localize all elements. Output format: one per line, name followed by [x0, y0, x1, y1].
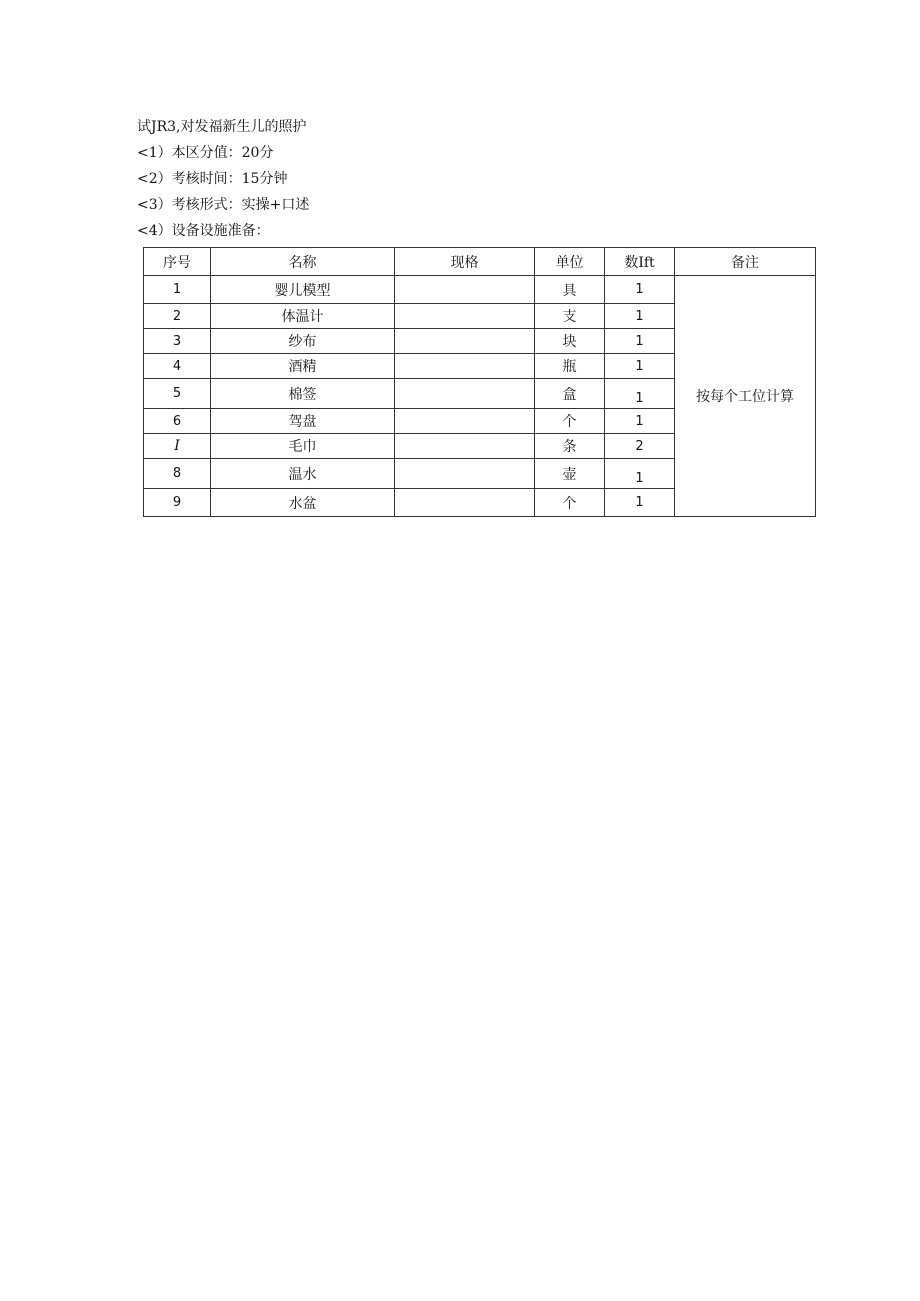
header-qty: 数Ift	[605, 248, 675, 276]
row-index: 9	[144, 489, 211, 517]
row-index: 5	[144, 379, 211, 409]
row-name: 毛巾	[211, 434, 395, 459]
row-index: 1	[144, 276, 211, 304]
row-name: 驾盘	[211, 409, 395, 434]
header-unit: 单位	[535, 248, 605, 276]
exam-title: 试JR3,对发福新生儿的照护	[137, 119, 307, 135]
detail-score: <1）本区分值：20分	[137, 145, 274, 161]
row-name: 婴儿模型	[211, 276, 395, 304]
row-spec	[395, 459, 535, 489]
row-unit: 块	[535, 329, 605, 354]
row-qty: 1	[605, 304, 675, 329]
row-unit: 个	[535, 409, 605, 434]
header-note: 备注	[675, 248, 816, 276]
row-unit: 壶	[535, 459, 605, 489]
table-row	[144, 276, 816, 304]
table-header-row	[144, 248, 816, 276]
row-unit: 具	[535, 276, 605, 304]
header-name: 名称	[211, 248, 395, 276]
row-index: 2	[144, 304, 211, 329]
row-name: 酒精	[211, 354, 395, 379]
row-name: 棉签	[211, 379, 395, 409]
header-index: 序号	[144, 248, 211, 276]
row-qty: 1	[605, 459, 675, 489]
row-index: 8	[144, 459, 211, 489]
row-qty: 1	[605, 354, 675, 379]
row-spec	[395, 276, 535, 304]
row-unit: 盒	[535, 379, 605, 409]
row-index: 3	[144, 329, 211, 354]
row-spec	[395, 379, 535, 409]
row-name: 水盆	[211, 489, 395, 517]
row-spec	[395, 409, 535, 434]
row-name: 体温计	[211, 304, 395, 329]
row-qty: 1	[605, 276, 675, 304]
row-unit: 瓶	[535, 354, 605, 379]
row-unit: 条	[535, 434, 605, 459]
row-unit: 支	[535, 304, 605, 329]
detail-format: <3）考核形式：实操+口述	[137, 197, 310, 213]
header-spec: 现格	[395, 248, 535, 276]
row-name: 温水	[211, 459, 395, 489]
row-index: 4	[144, 354, 211, 379]
row-note: 按每个工位计算	[675, 276, 816, 517]
row-spec	[395, 489, 535, 517]
row-spec	[395, 329, 535, 354]
row-unit: 个	[535, 489, 605, 517]
row-qty: 1	[605, 329, 675, 354]
row-qty: 1	[605, 489, 675, 517]
row-spec	[395, 434, 535, 459]
row-name: 纱布	[211, 329, 395, 354]
row-spec	[395, 304, 535, 329]
row-qty: 2	[605, 434, 675, 459]
document-body	[137, 114, 827, 244]
row-qty: 1	[605, 409, 675, 434]
row-index: 6	[144, 409, 211, 434]
row-spec	[395, 354, 535, 379]
equipment-table	[143, 247, 816, 517]
detail-time: <2）考核时间：15分钟	[137, 171, 288, 187]
row-index: I	[144, 434, 211, 459]
row-qty: 1	[605, 379, 675, 409]
detail-equipment: <4）设备设施准备：	[137, 223, 270, 239]
